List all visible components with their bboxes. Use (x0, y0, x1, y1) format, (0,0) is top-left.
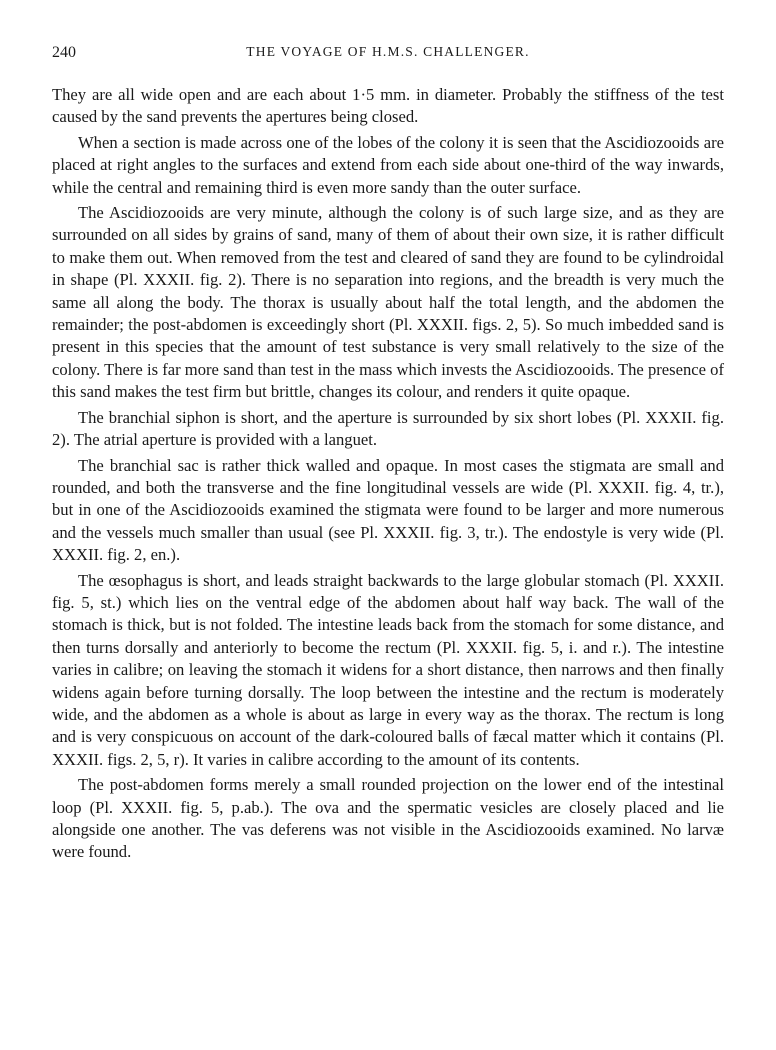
paragraph-ascidiozooids: The Ascidiozooids are very minute, although the colony is of such large size, and as they are surrounded on all sides by grains of sand, many of them of about their own size, it is rather difficult to make them out. When removed from the test and cleared of sand they are found to be cylindroidal in shape (Pl. XXXII. fig. 2). There is no separation into regions, and the breadth is very much the same all along the body. The thorax is usually about half the total length, and the abdomen the remainder; the post-abdomen is exceedingly short (Pl. XXXII. figs. 2, 5). So much imbedded sand is present in this species that the amount of test substance is very small relatively to the size of the colony. There is far more sand than test in the mass which invests the Ascidiozooids. The presence of this sand makes the test firm but brittle, changes its colour, and renders it quite opaque. (52, 203, 724, 402)
paragraph-branchial-sac: The branchial sac is rather thick walled and opaque. In most cases the stigmata are small and rounded, and both the transverse and the fine longitudinal vessels are wide (Pl. XXXII. fig. 4, tr.), but in one of the Ascidiozooids examined the stigmata were found to be larger and more numerous and the vessels much smaller than usual (see Pl. XXXII. fig. 3, tr.). The endostyle is very wide (Pl. XXXII. fig. 2, en.). (52, 455, 724, 565)
paragraph-post-abdomen: The post-abdomen forms merely a small rounded projection on the lower end of the intestinal loop (Pl. XXXII. fig. 5, p.ab.). The ova and the spermatic vesicles are closely placed and lie alongside one another. The vas deferens was not visible in the Ascidiozooids examined. No larvæ were found. (52, 775, 724, 862)
document-page (52, 44, 724, 867)
paragraph-continued: They are all wide open and are each about 1·5 mm. in diameter. Probably the stiffness of the test caused by the sand prevents the apertures being closed. (52, 85, 724, 127)
paragraph-section: When a section is made across one of the lobes of the colony it is seen that the Ascidiozooids are placed at right angles to the surfaces and extend from each side about one-third of the way inwards, while the central and remaining third is even more sandy than the outer surface. (52, 132, 724, 197)
paragraph-oesophagus: The œsophagus is short, and leads straight backwards to the large globular stomach (Pl. XXXII. fig. 5, st.) which lies on the ventral edge of the abdomen about half way back. The wall of the stomach is thick, but is not folded. The intestine leads back from the stomach for some distance, and then turns dorsally and anteriorly to become the rectum (Pl. XXXII. fig. 5, i. and r.). The intestine varies in calibre; on leaving the stomach it widens for a short distance, then narrows and then finally widens again before turning dorsally. The loop between the intestine and the rectum is moderately wide, and the abdomen as a whole is about as large in every way as the thorax. The rectum is long and is very conspicuous on account of the dark-coloured balls of fæcal matter which it contains (Pl. XXXII. figs. 2, 5, r). It varies in calibre according to the amount of its contents. (52, 570, 724, 769)
running-title: THE VOYAGE OF H.M.S. CHALLENGER. (246, 44, 530, 59)
body-text (52, 84, 724, 864)
paragraph-branchial-siphon: The branchial siphon is short, and the aperture is surrounded by six short lobes (Pl. XXXII. fig. 2). The atrial aperture is provided with a languet. (52, 407, 724, 450)
page-number: 240 (52, 44, 76, 61)
running-head (52, 44, 724, 66)
